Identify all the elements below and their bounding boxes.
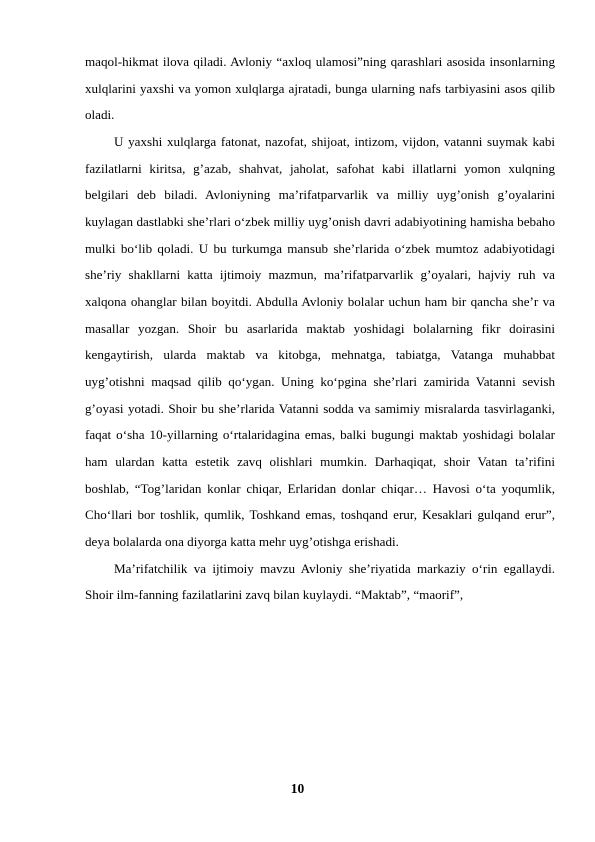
paragraph-1: maqol-hikmat ilova qiladi. Avloniy “axloq ulamosi”ning qarashlari asosida insonlarning xulqlarini yaxshi va yomon xulqlarga ajratadi, bunga ularning nafs tarbiyasini asos qilib oladi.: [85, 54, 555, 123]
paragraph-3: Ma’rifatchilik va ijtimoiy mavzu Avloniy she’riyatida markaziy o‘rin egallaydi. Shoir ilm-fanning fazilatlarini zavq bilan kuylaydi. “Maktab”, “maorif”,: [85, 560, 555, 603]
paragraph-2: U yaxshi xulqlarga fatonat, nazofat, shijoat, intizom, vijdon, vatanni suymak kabi fazilatlarni kiritsa, g’azab, shahvat, jaholat, safohat kabi illatlarni yomon xulqning belgilari deb biladi. Avloniyning ma’rifatparvarlik va milliy uyg’onish g’oyalarini kuylagan dastlabki she’rlari o‘zbek milliy uyg’onish davri adabiyotining hamisha bebaho mulki bo‘lib qoladi. U bu turkumga mansub she’rlarida o‘zbek mumtoz adabiyotidagi she’riy shakllarni katta ijtimoiy mazmun, ma’rifatparvarlik g’oyalari, hajviy ruh va xalqona ohanglar bilan boyitdi. Abdulla Avloniy bolalar uchun ham bir qancha she’r va masallar yozgan. Shoir bu asarlarida maktab yoshidagi bolalarning fikr doirasini kengaytirish, ularda maktab va kitobga, mehnatga, tabiatga, Vatanga muhabbat uyg’otishni maqsad qilib qo‘ygan. Uning ko‘pgina she’rlari zamirida Vatanni sevish g’oyasi yotadi. Shoir bu she’rlarida Vatanni sodda va samimiy misralarda tasvirlaganki, faqat o‘sha 10-yillarning o‘rtalaridagina emas, balki bugungi maktab yoshidagi bolalar ham ulardan katta estetik zavq olishlari mumkin. Darhaqiqat, shoir Vatan ta’rifini boshlab, “Tog’laridan konlar chiqar, Erlaridan donlar chiqar… Havosi o‘ta yoqumlik, Cho‘llari bor toshlik, qumlik, Toshkand emas, toshqand erur, Kesaklari gulqand erur”, deya bolalarda ona diyorga katta mehr uyg’otishga erishadi.: [85, 134, 555, 550]
body-text: [85, 49, 555, 609]
page-number: 10: [290, 781, 305, 796]
